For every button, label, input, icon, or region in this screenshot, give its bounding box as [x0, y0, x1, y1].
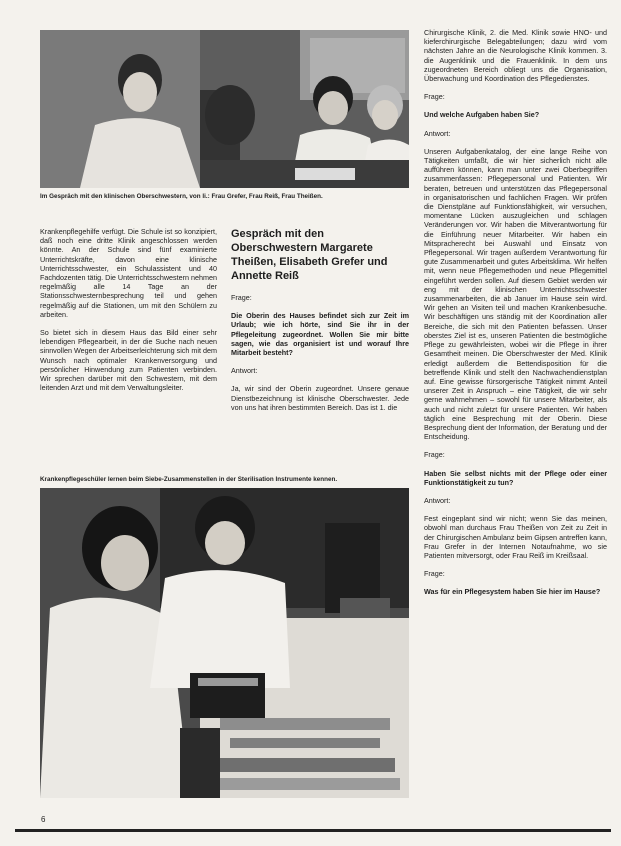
- column-2: [231, 227, 409, 457]
- q1-label: Frage:: [424, 92, 445, 102]
- top-photo-caption: Im Gespräch mit den klinischen Oberschwestern, von li.: Frau Grefer, Frau Reiß, Frau Theißen.: [40, 193, 323, 200]
- col1-paragraph-2: So bietet sich in diesem Haus das Bild einer sehr lebendigen Pflegearbeit, in der die Suche nach neuen sinnvollen Wegen der Arbeitserleichterung sich mit dem Wunsch nach optimaler Krankenversorgung und persönlicher Hinwendung zum Patienten verbinden. Wir sprechen darüber mit den Schwestern, mit dem leitenden Arzt und mit dem Verwaltungsleiter.: [40, 328, 217, 393]
- col3-intro: Chirurgische Klinik, 2. die Med. Klinik sowie HNO- und kieferchirurgische Belegabteilungen; dazu wird vom nächsten Jahre an die Neurologische Klinik kommen. 3. die Augenklinik und die Frauenklinik. In dem uns zugeordneten Bereich obliegt uns die Organisation, Überwachung und Koordination des Pflegedienstes.: [424, 28, 607, 84]
- page-number: 6: [41, 815, 46, 824]
- col1-paragraph-1: Krankenpflegehilfe verfügt. Die Schule ist so konzipiert, daß noch eine dritte Klinik angeschlossen werden könnte. An der Schule sind fünf examinierte Unterrichtskräfte, davon eine klinische Unterrichtsschwester, ein Schulassistent und 40 Fachdozenten tätig. Die Unterrichtsschwestern nehmen regelmäßig alle 14 Tage an der Stationsschwesternbesprechung teil und gehen regelmäßig auf die Stationen, um mit den Schülern zu arbeiten.: [40, 227, 217, 319]
- column-3: [424, 28, 607, 813]
- bottom-photo: [40, 488, 409, 798]
- antwort-text: Ja, wir sind der Oberin zugeordnet. Unsere genaue Dienstbezeichnung ist klinische Oberschwester. Jede von uns hat ihren bestimmten Bereich. Das ist 1. die: [231, 384, 409, 412]
- bottom-photo-image: [40, 488, 409, 798]
- antwort-label: Antwort:: [231, 366, 258, 376]
- interview-heading: Gespräch mit den Oberschwestern Margarete Theißen, Elisabeth Grefer und Annette Reiß: [231, 228, 388, 282]
- bottom-rule: [15, 829, 611, 832]
- frage-label: Frage:: [231, 293, 252, 302]
- column-1: [40, 227, 217, 457]
- top-photo: [40, 30, 409, 188]
- q3-label: Frage:: [424, 569, 445, 579]
- q1-text: Und welche Aufgaben haben Sie?: [424, 110, 540, 120]
- q2-text: Haben Sie selbst nichts mit der Pflege oder einer Funktionstätigkeit zu tun?: [424, 468, 607, 487]
- a1-text: Unseren Aufgabenkatalog, der eine lange Reihe von Tätigkeiten umfaßt, die wir hier sicherlich nicht alle aufführen können, kann man unter zwei Oberbegriffen zusammenfassen: Pflegepersonal und Patienten. Wir beraten, betreuen und unterstützen das Pflegepersonal in organisatorischen und fachlichen Fragen. Wir prüfen die Dienstpläne auf Funktionsfähigkeit, wir versuchen, momentane Lücken auszugleichen und schlagen Veränderungen vor. Wir haben die Mitverantwortung für die Einführung neuer Mitarbeiter. Wir haben ein Mitspracherecht bei Auswahl und Einsatz von Pflegepersonal. Wir tragen außerdem Verantwortung für gute Zusammenarbeit und gutes Arbeitsklima. Wir helfen mit, wenn neue Pflegemethoden und neue Pflegemittel eingeführt werden sollen. Auf diesem Gebiet werden wir eng mit der klinischen Unterrichtsschwester zusammenarbeiten, die ab Januer im Hause sein wird. Wir gehen an Visiten teil und machen Krankenbesuche. Wir beschäftigen uns ständig mit der Koordination aller Bereiche, die sich mit den Patienten befassen. Unser oberstes Ziel ist es, unseren Patienten die bestmögliche Pflege zu gewährleisten, wobei wir die Pflege in ihrer Gesamtheit meinen. Die Oberschwester der Med. Klinik erledigt außerdem die Bettendisposition für die betreffende Klinik und stellt den Nachwachendienstplan auf. Eine gewisse fürsorgerische Tätigkeit nimmt Anteil unserer Zeit in Anspruch – eine Tätigkeit, die wir sehr gerne wahrnehmen – sowohl für unsere Mitarbeiter, als auch und nicht zuletzt für unsere Patienten. Wir haben täglich eine Besprechung mit der Oberin. Diese Besprechung dient der Information, der Beratung und der Entscheidung.: [424, 146, 607, 442]
- a1-label: Antwort:: [424, 128, 451, 138]
- q3-text: Was für ein Pflegesystem haben Sie hier im Hause?: [424, 587, 601, 597]
- a2-text: Fest eingeplant sind wir nicht; wenn Sie das meinen, obwohl man durchaus Frau Theißen von Zeit zu Zeit in der Chirurgischen Ambulanz beim Gipsen antreffen kann, Frau Grefer in der Internen Notaufnahme, wo sie Patienten mitversorgt, oder Frau Reiß im Kreißsaal.: [424, 514, 607, 560]
- q2-label: Frage:: [424, 450, 445, 460]
- top-photo-image: [40, 30, 409, 188]
- a2-label: Antwort:: [424, 495, 451, 505]
- frage-text: Die Oberin des Hauses befindet sich zur Zeit im Urlaub; wie ich hörte, sind Sie ihr in der Pflegeleitung zugeordnet. Wollen Sie mir bitte sagen, wie das organisiert ist und worauf Ihre Mitarbeit besteht?: [231, 311, 409, 358]
- bottom-photo-caption: Krankenpflegeschüler lernen beim Siebe-Zusammenstellen in der Sterilisation Instrumente kennen.: [40, 476, 338, 483]
